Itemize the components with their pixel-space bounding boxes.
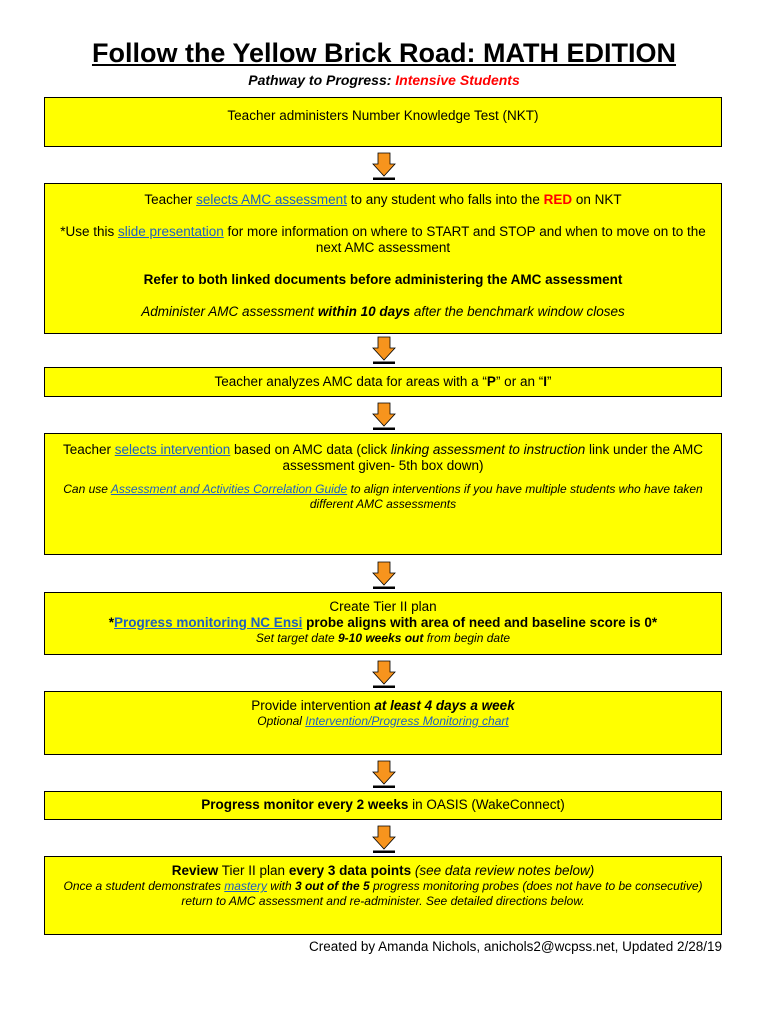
selects-intervention-link[interactable]: selects intervention xyxy=(114,442,231,457)
step-3-text: Teacher analyzes AMC data for areas with a “P” or an “I” xyxy=(214,374,552,389)
page-subtitle xyxy=(0,72,768,88)
down-arrow-icon xyxy=(372,336,396,364)
step-6-box xyxy=(44,691,722,755)
step-5-line-1: Create Tier II plan xyxy=(329,599,437,614)
step-2-line-3: Refer to both linked documents before administering the AMC assessment xyxy=(143,272,623,287)
step-6-line-2: Optional Intervention/Progress Monitoring chart xyxy=(257,714,509,728)
step-2-box xyxy=(44,183,722,334)
step-4-line-1: Teacher selects intervention based on AMC data (click linking assessment to instruction link under the AMC assessment given- 5th box down) xyxy=(62,442,704,473)
subtitle-highlight: Intensive Students xyxy=(395,72,520,88)
down-arrow-icon xyxy=(372,760,396,788)
correlation-guide-link[interactable]: Assessment and Activities Correlation Guide xyxy=(110,482,348,496)
down-arrow-icon xyxy=(372,561,396,589)
subtitle-prefix: Pathway to Progress: xyxy=(248,72,396,88)
step-6-line-1: Provide intervention at least 4 days a week xyxy=(251,698,515,713)
mastery-link[interactable]: mastery xyxy=(224,879,267,893)
down-arrow-icon xyxy=(372,152,396,180)
step-1-text: Teacher administers Number Knowledge Test (NKT) xyxy=(227,108,539,123)
step-4-box xyxy=(44,433,722,555)
down-arrow-icon xyxy=(372,825,396,853)
step-7-text: Progress monitor every 2 weeks in OASIS (WakeConnect) xyxy=(201,797,565,812)
step-8-line-2: Once a student demonstrates mastery with 3 out of the 5 progress monitoring probes (does not have to be consecutive) return to AMC assessment and re-administer. See detailed directions below. xyxy=(63,879,703,908)
step-1-box xyxy=(44,97,722,147)
step-2-line-4: Administer AMC assessment within 10 days after the benchmark window closes xyxy=(141,304,625,319)
step-2-line-2: *Use this slide presentation for more information on where to START and STOP and when to move on to the next AMC assessment xyxy=(60,224,706,255)
step-8-box xyxy=(44,856,722,935)
progress-monitoring-link[interactable]: Progress monitoring NC Ensi xyxy=(114,615,303,630)
step-3-box xyxy=(44,367,722,397)
step-2-line-1: Teacher selects AMC assessment to any student who falls into the RED on NKT xyxy=(144,192,622,207)
step-8-line-1: Review Tier II plan every 3 data points (see data review notes below) xyxy=(171,863,595,878)
intervention-chart-link[interactable]: Intervention/Progress Monitoring chart xyxy=(305,714,509,728)
slide-presentation-link[interactable]: slide presentation xyxy=(117,224,224,239)
step-4-line-2: Can use Assessment and Activities Correlation Guide to align interventions if you have multiple students who have taken different AMC assessments xyxy=(63,482,703,511)
down-arrow-icon xyxy=(372,660,396,688)
step-5-line-3: Set target date 9-10 weeks out from begin date xyxy=(255,631,511,645)
step-5-box xyxy=(44,592,722,655)
down-arrow-icon xyxy=(372,402,396,430)
page-title: Follow the Yellow Brick Road: MATH EDITION xyxy=(91,38,677,68)
footer-credit: Created by Amanda Nichols, anichols2@wcpss.net, Updated 2/28/19 xyxy=(309,939,722,954)
step-5-line-2: *Progress monitoring NC Ensi probe aligns with area of need and baseline score is 0* xyxy=(108,615,658,630)
red-label: RED xyxy=(543,192,573,207)
step-7-box xyxy=(44,791,722,820)
selects-amc-assessment-link[interactable]: selects AMC assessment xyxy=(196,192,347,207)
